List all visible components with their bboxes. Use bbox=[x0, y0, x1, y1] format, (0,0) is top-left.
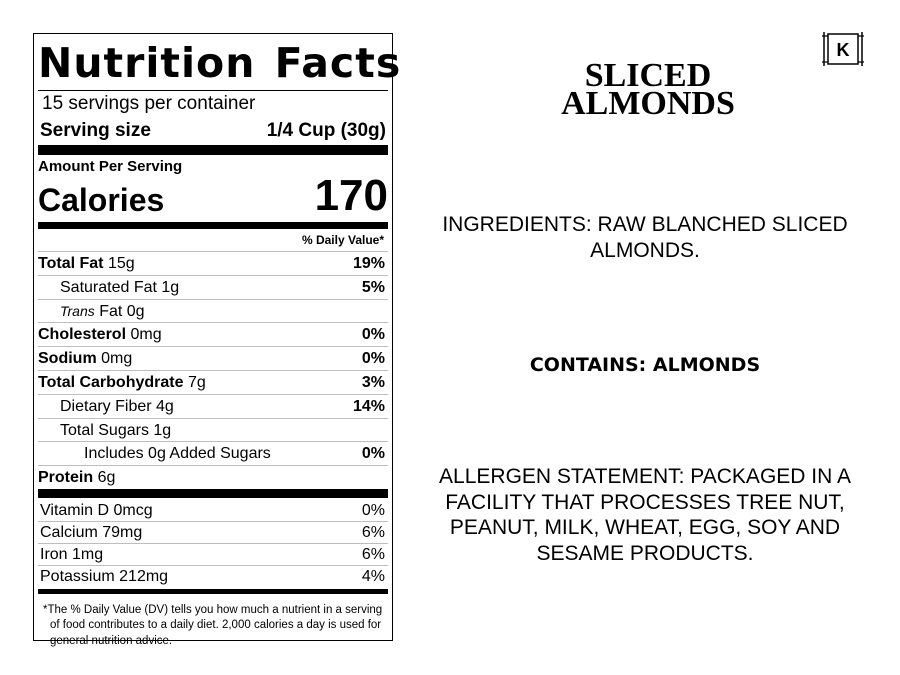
nutrient-dv: 14% bbox=[352, 397, 385, 415]
nutrient-amount: 0mg bbox=[130, 326, 162, 344]
nutrient-dv: 0% bbox=[361, 326, 385, 344]
vitamin-name: Potassium 212mg bbox=[40, 567, 169, 585]
nutrient-amount: 15g bbox=[107, 255, 135, 272]
calories-value: 170 bbox=[314, 171, 388, 220]
kosher-symbol-icon bbox=[820, 30, 866, 68]
nutrient-dv: 19% bbox=[352, 255, 385, 272]
nutrient-amount: 0mg bbox=[101, 350, 133, 368]
calories-label: Calories bbox=[38, 182, 165, 218]
nutrient-row-total-sugars bbox=[38, 418, 388, 442]
nutrient-name: Cholesterol bbox=[38, 326, 127, 344]
product-title-line1: SLICED bbox=[584, 57, 712, 94]
nutrition-facts-panel bbox=[33, 33, 402, 647]
nutrient-row-total-carbohydrate bbox=[38, 370, 388, 394]
nutrient-name: Dietary Fiber bbox=[60, 397, 152, 415]
nutrient-dv: 0% bbox=[361, 350, 385, 368]
contains-statement: CONTAINS: ALMONDS bbox=[529, 354, 761, 376]
vitamin-row bbox=[38, 565, 388, 587]
nutrient-row-added-sugars bbox=[38, 441, 388, 465]
nutrient-name: Protein bbox=[38, 469, 94, 487]
nutrient-row-dietary-fiber bbox=[38, 394, 388, 418]
nutrient-name: Sodium bbox=[38, 350, 97, 368]
nutrient-row-saturated-fat bbox=[38, 275, 388, 299]
vitamin-row bbox=[38, 521, 388, 543]
vitamin-dv: 0% bbox=[361, 501, 385, 519]
nutrient-name: Total Sugars bbox=[60, 421, 149, 439]
nutrient-amount: 4g bbox=[156, 397, 174, 415]
nutrient-name: Fat bbox=[99, 302, 123, 320]
vitamin-dv: 6% bbox=[361, 545, 385, 563]
serving-size-label: Serving size bbox=[40, 120, 151, 141]
nutrient-row-protein bbox=[38, 465, 388, 489]
vitamin-row bbox=[38, 543, 388, 565]
vitamin-name: Iron 1mg bbox=[40, 545, 104, 563]
product-title bbox=[500, 57, 796, 122]
kosher-letter: K bbox=[836, 40, 850, 60]
nutrient-row-cholesterol bbox=[38, 322, 388, 346]
vitamin-row bbox=[38, 500, 388, 521]
thick-divider bbox=[38, 489, 388, 498]
product-title-line2: ALMONDS bbox=[561, 85, 735, 122]
ingredients-statement: INGREDIENTS: RAW BLANCHED SLICED ALMONDS. bbox=[442, 213, 848, 262]
thick-divider bbox=[38, 222, 388, 229]
nutrient-row-trans-fat bbox=[38, 299, 388, 323]
allergen-statement: ALLERGEN STATEMENT: PACKAGED IN A FACILITY THAT PROCESSES TREE NUT, PEANUT, MILK, WHEAT, EGG, SOY AND SESAME PRODUCTS. bbox=[439, 465, 851, 565]
nutrient-name: Saturated Fat bbox=[60, 278, 157, 296]
nutrient-name: Includes 0g Added Sugars bbox=[84, 445, 271, 463]
vitamins-section bbox=[38, 498, 388, 587]
amount-per-serving: Amount Per Serving bbox=[38, 158, 183, 175]
serving-size-value: 1/4 Cup (30g) bbox=[266, 120, 386, 141]
servings-per-container: 15 servings per container bbox=[42, 93, 256, 114]
nutrient-amount: 0g bbox=[126, 302, 145, 320]
nutrition-facts-title: Nutrition Facts bbox=[38, 39, 402, 87]
nutrient-dv: 0% bbox=[361, 445, 385, 463]
nutrient-amount: 1g bbox=[153, 421, 172, 439]
thick-divider bbox=[38, 145, 388, 155]
vitamin-name: Vitamin D 0mcg bbox=[40, 501, 153, 519]
nutrient-amount: 7g bbox=[187, 373, 206, 391]
nutrient-dv: 5% bbox=[361, 278, 385, 296]
footnote-star: * bbox=[43, 603, 48, 616]
nutrient-name: Total Carbohydrate bbox=[38, 373, 184, 391]
nutrient-amount: 6g bbox=[97, 469, 116, 487]
nutrient-name: Total Fat bbox=[38, 255, 104, 272]
vitamin-name: Calcium 79mg bbox=[40, 523, 143, 541]
serving-size-row bbox=[38, 117, 388, 145]
vitamin-dv: 4% bbox=[361, 567, 385, 585]
nutrient-row-sodium bbox=[38, 346, 388, 370]
footnote-text: The % Daily Value (DV) tells you how much a nutrient in a serving of food contributes to a daily diet. 2,000 calories a day is used for general nutrition advice. bbox=[47, 603, 383, 647]
daily-value-header: % Daily Value* bbox=[301, 233, 384, 247]
nutrient-amount: 1g bbox=[161, 278, 180, 296]
nutrient-prefix: Trans bbox=[60, 302, 95, 319]
calories-row bbox=[38, 171, 388, 220]
daily-value-footnote bbox=[38, 594, 388, 650]
nutrient-row-total-fat bbox=[38, 251, 388, 275]
vitamin-dv: 6% bbox=[361, 523, 385, 541]
nutrient-dv: 3% bbox=[361, 373, 385, 391]
